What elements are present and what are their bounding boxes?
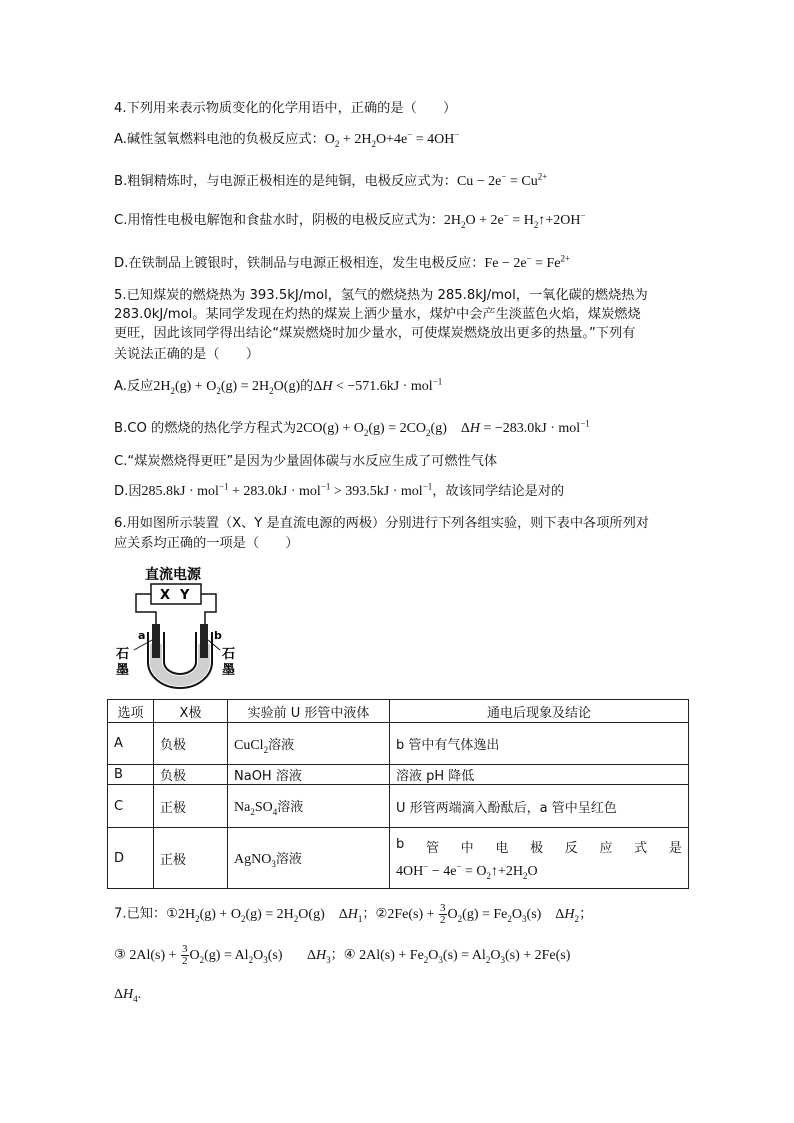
power-source-title: 直流电源 bbox=[145, 567, 201, 583]
table-row bbox=[108, 723, 689, 765]
q7-line-1: 7.已知：$①2H_2(g) + O_2(g) = 2H_2O(g)$ $\Delta H_1$；②2Fe(s) + $\frac{3}{2}$ $O_2(g) = Fe_2O_3(s)$ $\Delta H_2$； bbox=[114, 902, 593, 926]
liquid-cell: NaOH 溶液 bbox=[228, 765, 390, 785]
graphite-left-2: 墨 bbox=[116, 663, 130, 678]
equation: $Fe - 2e^- = Fe^{2+}$ bbox=[484, 253, 571, 271]
option-cell: B bbox=[108, 765, 154, 785]
q4-option-b[interactable]: B.粗铜精炼时，与电源正极相连的是纯铜，电极反应式为：$Cu - 2e^- = Cu^{2+}$ bbox=[114, 171, 548, 189]
equation: $2H_2(g) + O_2(g) = 2H_2O(g)$ $\Delta H_1$ bbox=[177, 906, 363, 924]
inequality: 285.8kJ · mol$^{-1}$ + 283.0kJ · mol$^{-1}$ > 393.5kJ · mol$^{-1}$ bbox=[141, 481, 433, 499]
option-cell: A bbox=[108, 723, 154, 765]
q4-option-d[interactable]: D.在铁制品上镀银时，铁制品与电源正极相连，发生电极反应：$Fe - 2e^- = Fe^{2+}$ bbox=[114, 253, 571, 271]
liquid-cell: $Na_2SO_4$溶液 bbox=[228, 785, 390, 828]
q5-option-a[interactable]: A.反应$2H_2(g) + O_2(g) = 2H_2O(g)$的ΔH < −571.6kJ · mol$^{-1}$ bbox=[114, 376, 443, 396]
pole-x-label: X bbox=[160, 588, 171, 603]
equation: $4OH^- - 4e^- = O_2↑+2H_2O$ bbox=[396, 860, 538, 881]
result-cell: 溶液 pH 降低 bbox=[390, 765, 689, 785]
u-tube-apparatus-figure bbox=[112, 562, 242, 694]
u-tube-inner bbox=[164, 632, 196, 674]
pole-y-label: Y bbox=[180, 588, 190, 603]
formula: AgNO$_3$ bbox=[234, 852, 276, 869]
equation: $Cu - 2e^- = Cu^{2+}$ bbox=[456, 171, 548, 189]
option-cell: C bbox=[108, 785, 154, 828]
enthalpy: ΔH < −571.6kJ · mol$^{-1}$ bbox=[313, 376, 443, 394]
q5-line-1: 5.已知煤炭的燃烧热为 393.5kJ/mol，氢气的燃烧热为 285.8kJ/mol，一氧化碳的燃烧热为 bbox=[114, 288, 648, 303]
table-header: 实验前 U 形管中液体 bbox=[228, 700, 390, 723]
q5-option-c[interactable]: C.“煤炭燃烧得更旺”是因为少量固体碳与水反应生成了可燃性气体 bbox=[114, 454, 498, 469]
pole-cell: 正极 bbox=[154, 785, 228, 828]
graphite-right-1: 石 bbox=[222, 647, 236, 662]
liquid-cell: CuCl$_2$溶液 bbox=[228, 723, 390, 765]
electrode-a bbox=[152, 624, 160, 658]
graphite-left-1: 石 bbox=[116, 647, 130, 662]
experiment-table bbox=[107, 699, 689, 889]
result-cell bbox=[390, 828, 689, 889]
q7-line-3 bbox=[114, 986, 141, 1004]
option-cell: D bbox=[108, 828, 154, 889]
table-header: X极 bbox=[154, 700, 228, 723]
table-row bbox=[108, 785, 689, 828]
equation: $2CO(g) + O_2(g) = 2CO_2(g)$ ΔH = −283.0kJ · mol$^{-1}$ bbox=[296, 418, 590, 438]
enthalpy: $\Delta H_4$. bbox=[114, 987, 142, 1004]
q7-line-2: ③ 2Al(s) + $\frac{3}{2}$ $O_2(g) = Al_2O_3(s)$ $\Delta H_3$；④ $2Al(s) + Fe_2O_3(s) = Al_2O_3(s) + 2Fe(s)$ bbox=[114, 943, 571, 967]
electrode-b-label: b bbox=[214, 629, 222, 642]
q5-line-2: 283.0kJ/mol。某同学发现在灼热的煤炭上洒少量水，煤炉中会产生淡蓝色火焰，煤炭燃烧 bbox=[114, 307, 641, 322]
result-cell: b 管中有气体逸出 bbox=[390, 723, 689, 765]
q5-option-d[interactable]: D.因285.8kJ · mol$^{-1}$ + 283.0kJ · mol$^{-1}$ > 393.5kJ · mol$^{-1}$，故该同学结论是对的 bbox=[114, 481, 565, 499]
q4-stem: 4.下列用来表示物质变化的化学用语中，正确的是（ ） bbox=[114, 101, 457, 116]
q6-line-1: 6.用如图所示装置（X、Y 是直流电源的两极）分别进行下列各组实验，则下表中各项所列对 bbox=[114, 516, 649, 531]
equation: $2H_2(g) + O_2(g) = 2H_2O(g)$ bbox=[153, 379, 301, 396]
q5-line-3: 更旺，因此该同学得出结论“煤炭燃烧时加少量水，可使煤炭燃烧放出更多的热量。”下列有 bbox=[114, 326, 636, 341]
equation: $2H_2O + 2e^-$ = $H_2↑+2OH^-$ bbox=[443, 210, 586, 230]
table-row bbox=[108, 765, 689, 785]
equation: $2Al(s) + Fe_2O_3(s) = Al_2O_3(s) + 2Fe(s)$ bbox=[355, 947, 571, 965]
graphite-right-2: 墨 bbox=[222, 663, 236, 678]
q4-option-a[interactable]: A.碱性氢氧燃料电池的负极反应式：$O_2 + 2H_2O+4e^- = 4OH^-$ bbox=[114, 129, 460, 149]
q4-option-c[interactable]: C.用惰性电极电解饱和食盐水时，阴极的电极反应式为：$2H_2O + 2e^-$ = $H_2↑+2OH^-$ bbox=[114, 210, 586, 230]
formula: CuCl$_2$ bbox=[234, 737, 269, 755]
pole-cell: 负极 bbox=[154, 723, 228, 765]
table-header: 通电后现象及结论 bbox=[390, 700, 689, 723]
justified-text: b 管 中 电 极 反 应 式 是 bbox=[396, 836, 682, 856]
q5-line-4: 关说法正确的是（ ） bbox=[114, 347, 260, 362]
electrode-b bbox=[200, 624, 208, 658]
electrode-a-label: a bbox=[138, 629, 146, 642]
equation: 2Al(s) + $\frac{3}{2}$ $O_2(g) = Al_2O_3(s)$ $\Delta H_3$ bbox=[125, 943, 331, 967]
pole-cell: 负极 bbox=[154, 765, 228, 785]
wire-right bbox=[201, 594, 216, 626]
liquid-cell: AgNO$_3$溶液 bbox=[228, 828, 390, 889]
q6-line-2: 应关系均正确的一项是（ ） bbox=[114, 536, 299, 551]
equation: $O_2 + 2H_2O+4e^- = 4OH^-$ bbox=[324, 129, 460, 149]
equation: 2Fe(s) + $\frac{3}{2}$ $O_2(g) = Fe_2O_3(s)$ $\Delta H_2$； bbox=[387, 902, 593, 926]
result-cell: U 形管两端滴入酚酞后，a 管中呈红色 bbox=[390, 785, 689, 828]
q5-option-b[interactable]: B.CO 的燃烧的热化学方程式为$2CO(g) + O_2(g) = 2CO_2(g)$ ΔH = −283.0kJ · mol$^{-1}$ bbox=[114, 418, 590, 438]
pole-cell: 正极 bbox=[154, 828, 228, 889]
power-source-box bbox=[151, 584, 201, 604]
table-header: 选项 bbox=[108, 700, 154, 723]
table-header-row bbox=[108, 700, 689, 723]
table-row bbox=[108, 828, 689, 889]
formula: $Na_2SO_4$ bbox=[234, 800, 278, 817]
